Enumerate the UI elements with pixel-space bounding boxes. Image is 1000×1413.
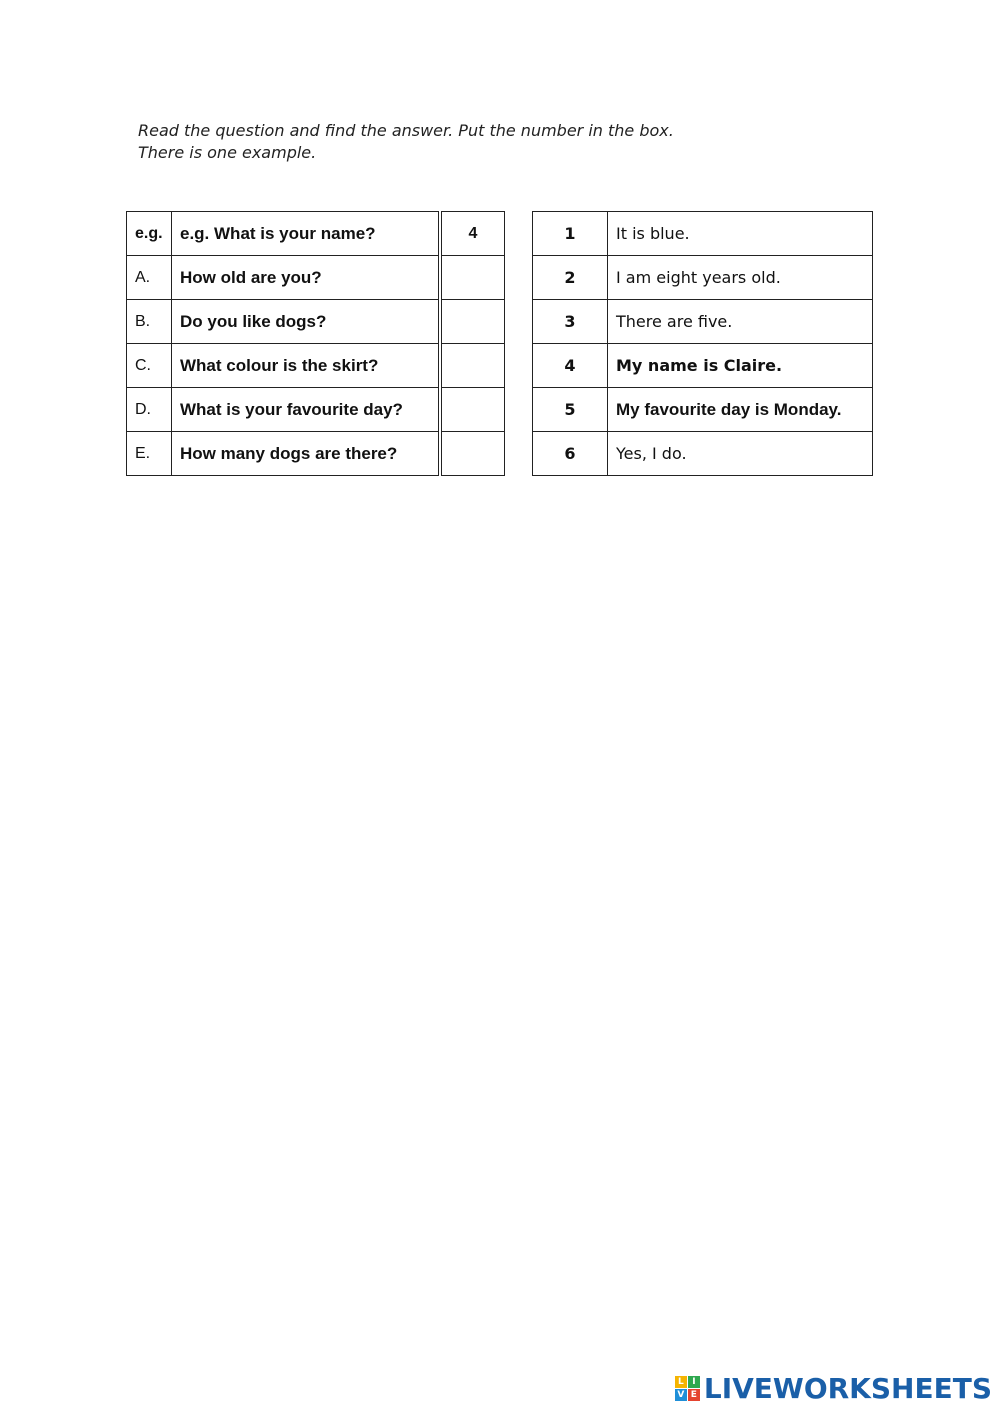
answer-input-box[interactable]	[442, 432, 505, 476]
question-label: E.	[127, 432, 172, 476]
answer-input-box[interactable]	[442, 388, 505, 432]
logo-mark-letter: L	[675, 1376, 687, 1388]
answer-text: My favourite day is Monday.	[608, 388, 873, 432]
liveworksheets-logo	[675, 1372, 992, 1405]
question-label: B.	[127, 300, 172, 344]
question-row	[127, 212, 505, 256]
question-row	[127, 256, 505, 300]
answer-number: 4	[533, 344, 608, 388]
question-text: How old are you?	[172, 256, 439, 300]
logo-text: LIVEWORKSHEETS	[703, 1372, 992, 1405]
question-label: D.	[127, 388, 172, 432]
answer-text: It is blue.	[608, 212, 873, 256]
answers-table	[532, 211, 873, 476]
answer-row	[533, 256, 873, 300]
answer-text: Yes, I do.	[608, 432, 873, 476]
instructions	[138, 120, 674, 164]
answer-number: 2	[533, 256, 608, 300]
logo-mark-letter: V	[675, 1389, 687, 1401]
question-row	[127, 300, 505, 344]
question-text: How many dogs are there?	[172, 432, 439, 476]
logo-mark-letter: E	[688, 1389, 700, 1401]
question-row	[127, 432, 505, 476]
logo-mark-letter: I	[688, 1376, 700, 1388]
answer-row	[533, 212, 873, 256]
answer-number: 6	[533, 432, 608, 476]
answer-row	[533, 432, 873, 476]
question-text: Do you like dogs?	[172, 300, 439, 344]
logo-mark-icon	[675, 1376, 700, 1401]
answer-row	[533, 388, 873, 432]
questions-table	[126, 211, 505, 476]
answer-row	[533, 344, 873, 388]
answer-text: My name is Claire.	[608, 344, 873, 388]
answer-input-box[interactable]	[442, 256, 505, 300]
question-text: e.g. What is your name?	[172, 212, 439, 256]
answer-input-box[interactable]	[442, 300, 505, 344]
example-answer-box: 4	[442, 212, 505, 256]
answer-number: 5	[533, 388, 608, 432]
answer-number: 1	[533, 212, 608, 256]
question-text: What is your favourite day?	[172, 388, 439, 432]
answer-input-box[interactable]	[442, 344, 505, 388]
answer-number: 3	[533, 300, 608, 344]
answer-text: I am eight years old.	[608, 256, 873, 300]
answer-row	[533, 300, 873, 344]
question-label: A.	[127, 256, 172, 300]
question-text: What colour is the skirt?	[172, 344, 439, 388]
instruction-line-1: Read the question and find the answer. Put the number in the box.	[138, 121, 674, 140]
question-label: e.g.	[127, 212, 172, 256]
question-row	[127, 344, 505, 388]
instruction-line-2: There is one example.	[138, 143, 317, 162]
answer-text: There are five.	[608, 300, 873, 344]
question-row	[127, 388, 505, 432]
question-label: C.	[127, 344, 172, 388]
